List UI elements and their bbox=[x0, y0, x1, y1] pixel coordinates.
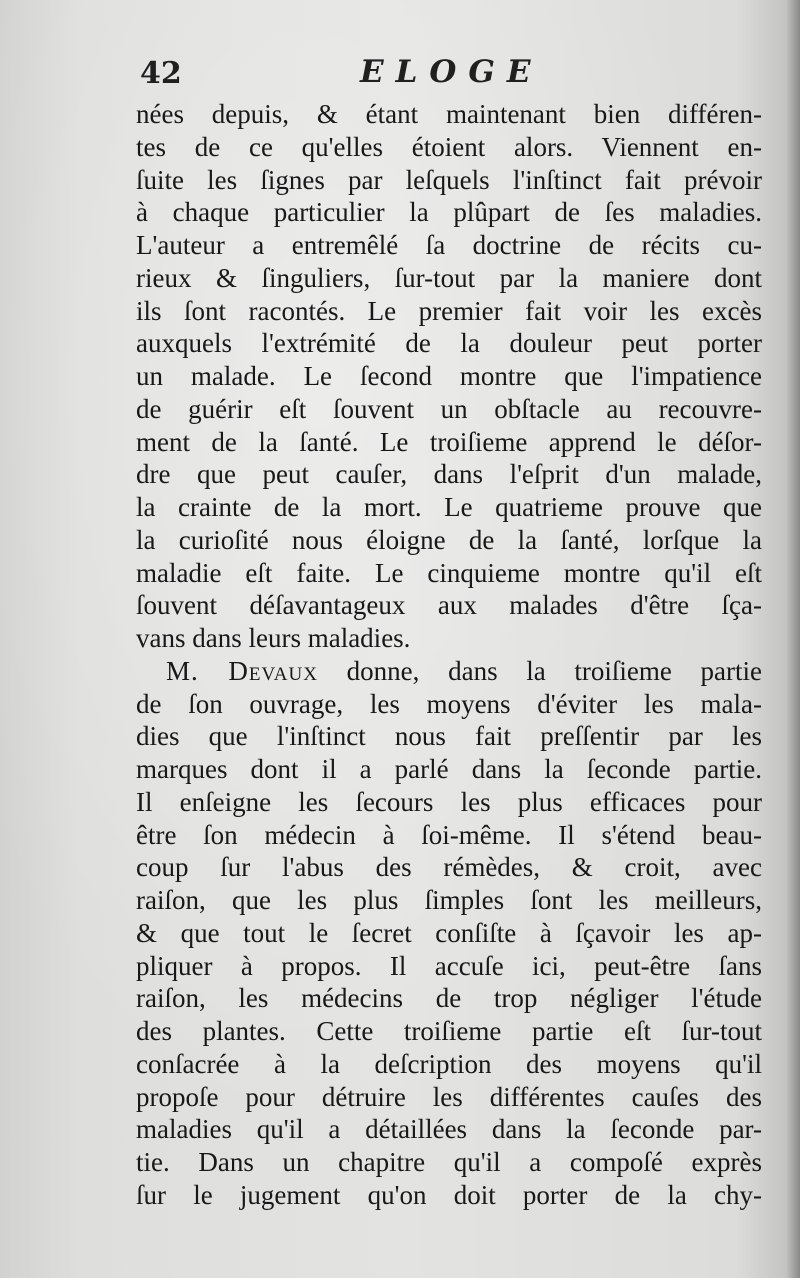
author-name: M. Devaux bbox=[166, 655, 318, 686]
text-line: L'auteur a entremêlé ſa doctrine de récits cu- bbox=[136, 230, 762, 260]
text-line: & que tout le ſecret conſiſte à ſçavoir les ap- bbox=[136, 917, 762, 948]
text-line: propoſe pour détruire les différentes cauſes des bbox=[136, 1081, 762, 1112]
text-line: rieux & ſinguliers, ſur-tout par la maniere dont bbox=[136, 262, 762, 293]
text-line: à chaque particulier la plûpart de ſes maladies. bbox=[136, 197, 762, 228]
text-line: des plantes. Cette troiſieme partie eſt ſur-tout bbox=[136, 1016, 762, 1046]
text-line: être ſon médecin à ſoi-même. Il s'étend beau- bbox=[136, 819, 762, 850]
text-line: ſuite les ſignes par leſquels l'inſtinct fait prévoir bbox=[136, 164, 762, 195]
text-line: nées depuis, & étant maintenant bien différen- bbox=[136, 99, 762, 129]
text-line: dre que peut cauſer, dans l'eſprit d'un malade, bbox=[136, 459, 762, 490]
text-line: vans dans leurs maladies. bbox=[136, 623, 411, 653]
text-line: de guérir eſt ſouvent un obſtacle au recouvre- bbox=[136, 393, 762, 424]
text-line: un malade. Le ſecond montre que l'impatience bbox=[136, 361, 762, 391]
text-line: dies que l'inſtinct nous fait preſſentir par les bbox=[136, 721, 762, 752]
text-line: tie. Dans un chapitre qu'il a compoſé exprès bbox=[136, 1147, 762, 1177]
text-line: la crainte de la mort. Le quatrieme prouve que bbox=[136, 492, 762, 522]
text-line: marques dont il a parlé dans la ſeconde partie. bbox=[136, 754, 762, 784]
text-line: coup ſur l'abus des rémèdes, & croit, avec bbox=[136, 852, 762, 883]
body-text bbox=[136, 98, 762, 1212]
text-line: ſouvent déſavantageux aux malades d'être ſça- bbox=[136, 590, 762, 621]
text-line: ſur le jugement qu'on doit porter de la chy- bbox=[136, 1179, 762, 1210]
text-line-rest: donne, dans la troiſieme partie bbox=[346, 655, 763, 686]
text-line: ment de la ſanté. Le troiſieme apprend le déſor- bbox=[136, 426, 762, 457]
text-line: pliquer à propos. Il accuſe ici, peut-être ſans bbox=[136, 950, 762, 981]
text-line: maladies qu'il a détaillées dans la ſeconde par- bbox=[136, 1114, 762, 1145]
text-line: ils ſont racontés. Le premier fait voir les excès bbox=[136, 295, 762, 326]
text-line: maladie eſt faite. Le cinquieme montre qu'il eſt bbox=[136, 557, 762, 588]
text-line: Il enſeigne les ſecours les plus efficaces pour bbox=[136, 786, 762, 817]
page-header bbox=[140, 52, 760, 96]
text-line: conſacrée à la deſcription des moyens qu'il bbox=[136, 1048, 762, 1079]
text-line: auxquels l'extrémité de la douleur peut porter bbox=[136, 328, 762, 359]
paragraph-start-line bbox=[136, 655, 762, 688]
text-line: de ſon ouvrage, les moyens d'éviter les mala- bbox=[136, 688, 762, 719]
text-line: tes de ce qu'elles étoient alors. Viennent en- bbox=[136, 131, 762, 162]
text-line: la curioſité nous éloigne de la ſanté, lorſque la bbox=[136, 524, 762, 555]
page-number: 42 bbox=[140, 56, 182, 91]
text-line: raiſon, les médecins de trop négliger l'étude bbox=[136, 983, 762, 1014]
running-head: ELOGE bbox=[360, 54, 543, 90]
text-line: raiſon, que les plus ſimples ſont les meilleurs, bbox=[136, 885, 762, 915]
